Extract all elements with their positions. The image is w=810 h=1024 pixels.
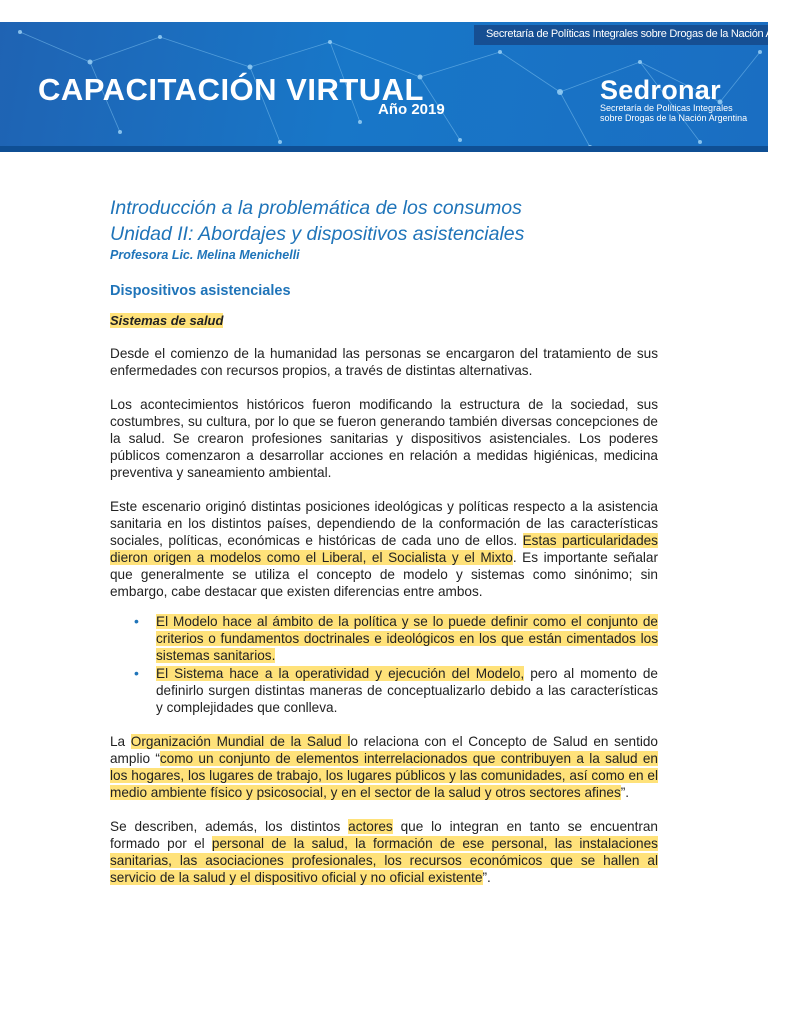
paragraph-2: Los acontecimientos históricos fueron modificando la estructura de la sociedad, sus costumbres, su cultura, por lo que se fueron generando también diversas concepciones de la salud. Se crearon profesiones sanitarias y dispositivos asistenciales. Los poderes públicos comenzaron a desarrollar acciones en relación a medidas higiénicas, medicina preventiva y saneamiento ambiental. [110, 397, 658, 480]
brand-subtitle: Secretaría de Políticas Integrales sobre Drogas de la Nación Argentina [600, 103, 748, 123]
paragraph-3: Este escenario originó distintas posiciones ideológicas y políticas respecto a la asistencia sanitaria en los distintos países, dependiendo de la conformación de las características sociales, políticas, económicas e históricas de cada uno de ellos. Estas particularidades dieron origen a modelos como el Liberal, el Socialista y el Mixto. Es importante señalar que generalmente se utiliza el concepto de modelo y sistemas como sinónimo; sin embargo, cabe destacar que existen diferencias entre ambos. [110, 499, 658, 599]
list-item: • El Modelo hace al ámbito de la política y se lo puede definir como el conjunto de criterios o fundamentos doctrinales e ideológicos en los que están cimentados los sistemas sanitarios. [134, 613, 658, 663]
bullet-list [110, 613, 658, 716]
document-body [110, 195, 658, 886]
paragraph-4: La Organización Mundial de la Salud lo relaciona con el Concepto de Salud en sentido amplio “como un conjunto de elementos interrelacionados que contribuyen a la salud en los hogares, los lugares de trabajo, los lugares públicos y las comunidades, así como en el medio ambiente físico y psicosocial, y en el sector de la salud y otros sectores afines”. [110, 734, 658, 800]
doc-professor: Profesora Lic. Melina Menichelli [110, 248, 300, 262]
doc-title-line1: Introducción a la problemática de los consumos [110, 197, 522, 219]
section-heading: Dispositivos asistenciales [110, 283, 291, 299]
paragraph-5: Se describen, además, los distintos actores que lo integran en tanto se encuentran formado por el personal de la salud, la formación de ese personal, las instalaciones sanitarias, las asociaciones profesionales, los recursos económicos que se hallen al servicio de la salud y el dispositivo oficial y no oficial existente”. [110, 819, 658, 885]
paragraph-1: Desde el comienzo de la humanidad las personas se encargaron del tratamiento de sus enfermedades con recursos propios, a través de distintas alternativas. [110, 346, 658, 378]
bullet-icon: • [134, 665, 139, 681]
list-item: • El Sistema hace a la operatividad y ejecución del Modelo, pero al momento de definirlo surgen distintas maneras de conceptualizarlo debido a las características y complejidades que conlleva. [134, 665, 658, 715]
top-strip-text: Secretaría de Políticas Integrales sobre Drogas de la Nación Argentina [486, 28, 810, 40]
highlight: Estas particularidades dieron origen a modelos como el Liberal, el Socialista y el Mixto [110, 533, 658, 565]
banner-year: Año 2019 [378, 101, 445, 118]
brand-logo: Sedronar [600, 75, 721, 105]
doc-title-line2: Unidad II: Abordajes y dispositivos asistenciales [110, 223, 525, 245]
banner-bottom-line [0, 146, 768, 152]
banner-title: CAPACITACIÓN VIRTUAL [38, 72, 424, 107]
bullet-icon: • [134, 613, 139, 629]
top-strip [474, 25, 810, 45]
subsection-heading: Sistemas de salud [110, 313, 224, 328]
